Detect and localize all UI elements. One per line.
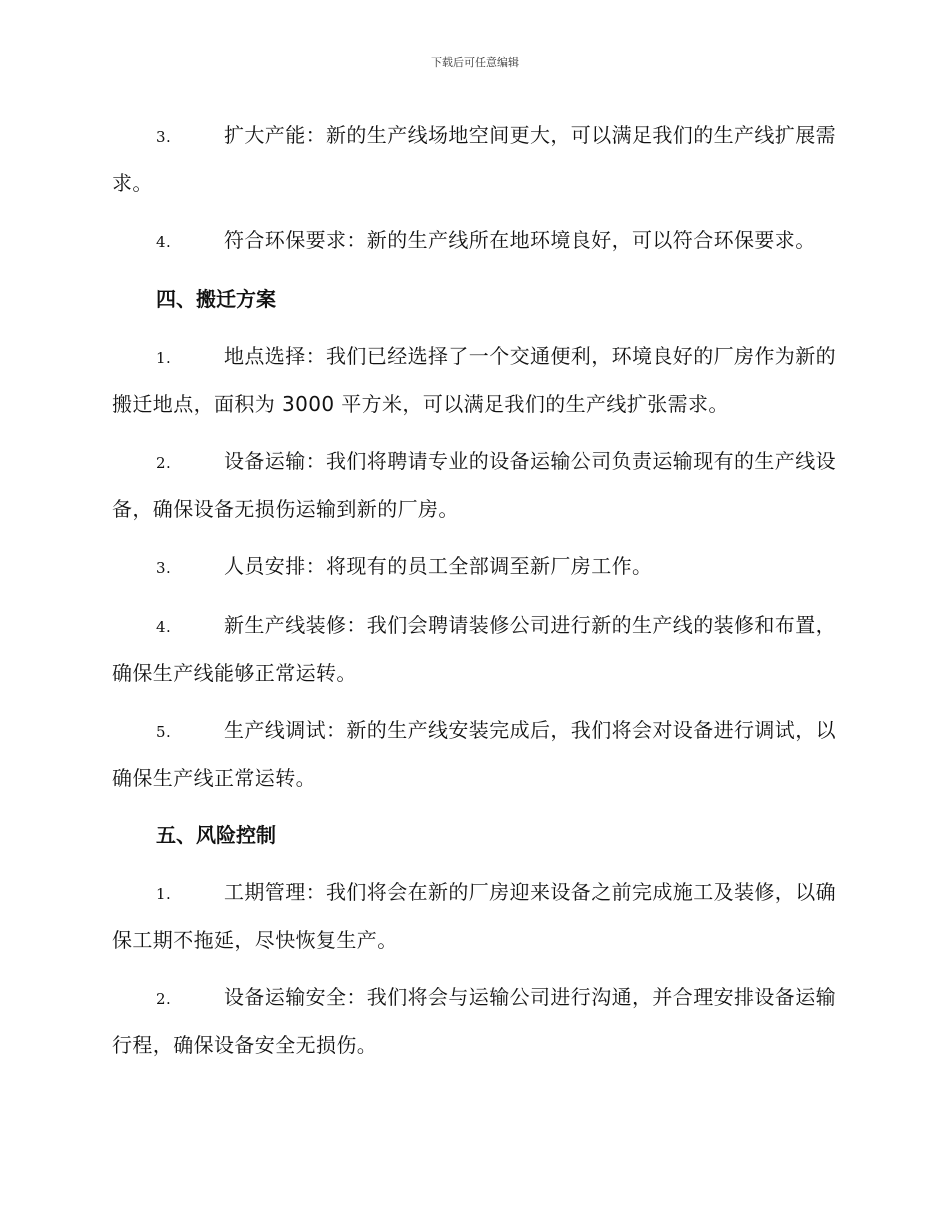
list-item-text: 符合环保要求：新的生产线所在地环境良好，可以符合环保要求。 [224,228,816,252]
list-item-number: 3. [156,128,172,146]
list-item-number: 1. [156,885,172,903]
list-item-number: 2. [156,990,172,1008]
list-item-text: 扩大产能：新的生产线场地空间更大，可以满足我们的生产线扩展需求。 [112,123,836,195]
list-item-text: 地点选择：我们已经选择了一个交通便利，环境良好的厂房作为新的搬迁地点，面积为 3000 平方米，可以满足我们的生产线扩张需求。 [112,344,836,416]
list-item-number: 4. [156,618,172,636]
list-item-number: 3. [156,559,172,577]
list-item-number: 4. [156,233,172,251]
document-body [112,112,837,1079]
list-item [112,438,837,532]
list-item-number: 5. [156,723,172,741]
list-item [112,333,837,427]
list-item [112,112,837,206]
list-item-text: 新生产线装修：我们会聘请装修公司进行新的生产线的装修和布置，确保生产线能够正常运转。 [112,613,836,685]
list-item [112,974,837,1068]
list-item [112,217,837,265]
section-heading: 五、风险控制 [156,823,276,847]
list-item-text: 设备运输：我们将聘请专业的设备运输公司负责运输现有的生产线设备，确保设备无损伤运输到新的厂房。 [112,449,836,521]
list-item [112,602,837,696]
list-item-text: 人员安排：将现有的员工全部调至新厂房工作。 [224,554,653,578]
list-item-text: 工期管理：我们将会在新的厂房迎来设备之前完成施工及装修，以确保工期不拖延，尽快恢复生产。 [112,880,836,952]
list-item-text: 生产线调试：新的生产线安装完成后，我们将会对设备进行调试，以确保生产线正常运转。 [112,718,836,790]
list-item-number: 1. [156,349,172,367]
list-item [112,543,837,591]
list-item-text: 设备运输安全：我们将会与运输公司进行沟通，并合理安排设备运输行程，确保设备安全无损伤。 [112,985,836,1057]
list-item [112,869,837,963]
list-item [112,707,837,801]
list-item-number: 2. [156,454,172,472]
page-header: 下载后可任意编辑 [431,56,519,69]
section-heading: 四、搬迁方案 [156,287,276,311]
